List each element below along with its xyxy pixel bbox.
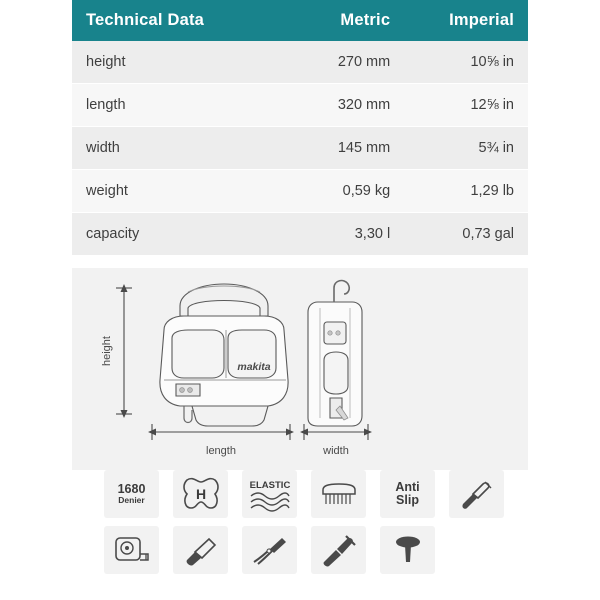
row-label-weight: weight <box>72 170 273 213</box>
table-body <box>72 41 528 256</box>
nail-punch-icon <box>380 526 435 574</box>
feature-icon-grid <box>72 470 528 600</box>
anti-slip-line1: Anti <box>395 479 420 494</box>
leather-icon <box>173 470 228 518</box>
hammer-shape <box>317 532 361 568</box>
table-row <box>72 170 528 213</box>
anti-slip-content <box>395 481 419 507</box>
row-metric-width: 145 mm <box>273 127 404 170</box>
row-imperial-length: 12⅝ in <box>404 84 528 127</box>
brush-shape <box>317 476 361 512</box>
column-header-metric: Metric <box>273 0 404 41</box>
denier-icon <box>104 470 159 518</box>
feature-icon-row-1 <box>72 470 528 518</box>
row-imperial-width: 5¾ in <box>404 127 528 170</box>
height-dimension-arrow <box>116 284 132 418</box>
row-metric-weight: 0,59 kg <box>273 170 404 213</box>
tape-measure-shape <box>110 532 154 568</box>
dimension-diagram <box>72 268 528 470</box>
pouch-side-view <box>308 281 362 426</box>
anti-slip-icon <box>380 470 435 518</box>
leather-grade-letter: H <box>195 486 206 502</box>
brand-wordmark: makita <box>237 361 271 373</box>
nail-punch-shape <box>386 532 430 568</box>
screwdriver-shape <box>455 476 499 512</box>
row-metric-capacity: 3,30 l <box>273 213 404 256</box>
elastic-label: ELASTIC <box>249 480 290 491</box>
screwdriver-icon <box>449 470 504 518</box>
row-imperial-height: 10⅝ in <box>404 41 528 84</box>
table-header-row <box>72 0 528 41</box>
table-row <box>72 84 528 127</box>
feature-icon-row-2 <box>72 526 528 574</box>
pliers-icon <box>242 526 297 574</box>
elastic-icon <box>242 470 297 518</box>
width-label: width <box>323 445 349 457</box>
row-metric-length: 320 mm <box>273 84 404 127</box>
row-imperial-weight: 1,29 lb <box>404 170 528 213</box>
denier-icon-content <box>118 483 146 505</box>
tape-measure-icon <box>104 526 159 574</box>
height-label: height <box>101 336 113 366</box>
row-label-width: width <box>72 127 273 170</box>
table-row <box>72 127 528 170</box>
chisel-icon <box>173 526 228 574</box>
pouch-front-view <box>160 284 288 426</box>
diagram-svg <box>72 268 528 470</box>
column-header-technical-data: Technical Data <box>72 0 273 41</box>
anti-slip-line2: Slip <box>396 493 419 507</box>
row-label-length: length <box>72 84 273 127</box>
row-label-capacity: capacity <box>72 213 273 256</box>
column-header-imperial: Imperial <box>404 0 528 41</box>
row-label-height: height <box>72 41 273 84</box>
brush-icon <box>311 470 366 518</box>
hammer-icon <box>311 526 366 574</box>
pliers-shape <box>248 532 292 568</box>
denier-value: 1680 <box>117 481 146 496</box>
length-label: length <box>206 445 236 457</box>
technical-data-table <box>72 0 528 256</box>
table-row <box>72 41 528 84</box>
leather-hide-shape <box>179 474 223 514</box>
chisel-shape <box>179 532 223 568</box>
table-row <box>72 213 528 256</box>
denier-unit: Denier <box>118 494 145 505</box>
row-metric-height: 270 mm <box>273 41 404 84</box>
table-header <box>72 0 528 41</box>
row-imperial-capacity: 0,73 gal <box>404 213 528 256</box>
elastic-shape <box>247 474 293 514</box>
